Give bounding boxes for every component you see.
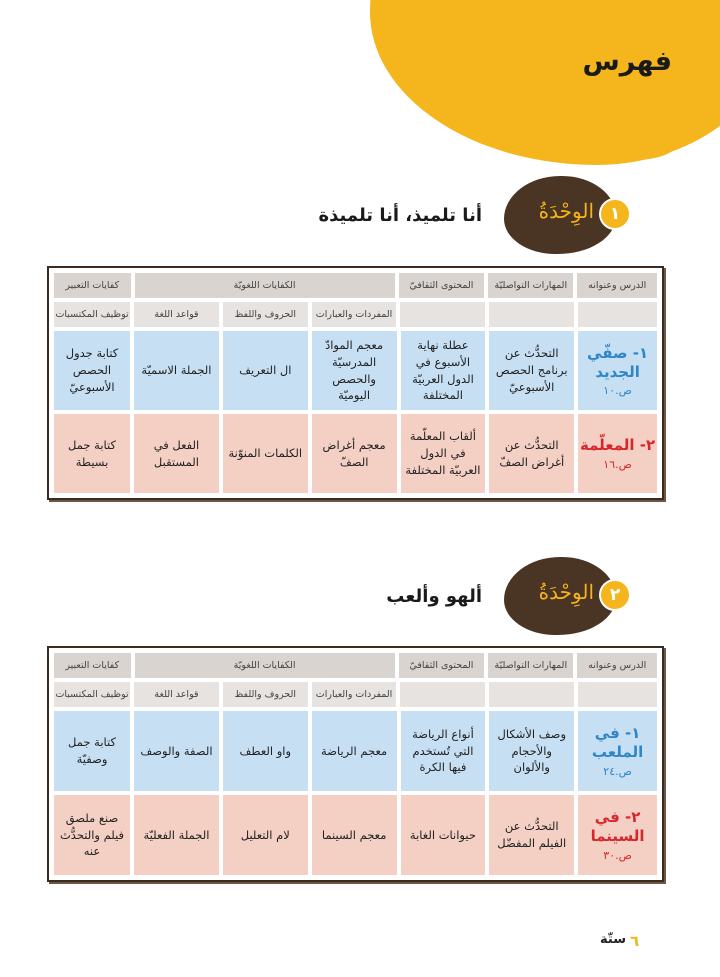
letters-cell: واو العطف bbox=[223, 711, 308, 791]
usage-cell: كتابة جمل بسيطة bbox=[54, 414, 130, 493]
subheader-usage: توظيف المكتسبات bbox=[54, 302, 130, 327]
table-row bbox=[52, 709, 659, 793]
lesson-name: ٢- المعلّمة bbox=[580, 436, 656, 455]
unit-1-header bbox=[318, 176, 621, 254]
communication-cell: وصف الأشكال والأحجام والألوان bbox=[489, 711, 574, 791]
header-expression: كفايات التعبير bbox=[54, 653, 131, 678]
lesson-page: ص.١٦ bbox=[603, 457, 632, 471]
cultural-cell: ألقاب المعلّمة في الدول العربيّة المختلفة bbox=[401, 414, 486, 493]
unit-2-number: ٢ bbox=[599, 579, 631, 611]
subheader-empty bbox=[578, 682, 657, 707]
header-expression: كفايات التعبير bbox=[54, 273, 131, 298]
vocab-cell: معجم السينما bbox=[312, 795, 397, 875]
subheader-vocab: المفردات والعبارات bbox=[312, 682, 397, 707]
lesson-cell[interactable] bbox=[578, 331, 657, 410]
page-footer bbox=[600, 932, 639, 950]
lesson-name: ٢- في السينما bbox=[590, 808, 645, 845]
unit-1-table bbox=[47, 266, 664, 500]
unit-2-table bbox=[47, 646, 664, 882]
vocab-cell: معجم الرياضة bbox=[312, 711, 397, 791]
page-number-word: ستّة bbox=[600, 932, 626, 947]
unit-1-word: الوِحْدَةُ bbox=[538, 199, 594, 223]
page-title: فهرس bbox=[582, 46, 672, 77]
cultural-cell: أنواع الرياضة التي تُستخدم فيها الكرة bbox=[401, 711, 486, 791]
usage-cell: كتابة جدول الحصص الأسبوعيّ bbox=[54, 331, 130, 410]
subheader-empty bbox=[489, 682, 574, 707]
header-lesson: الدرس وعنوانه bbox=[577, 653, 657, 678]
grammar-cell: الفعل في المستقبل bbox=[134, 414, 219, 493]
lesson-name: ١- صفّي الجديد bbox=[587, 343, 649, 381]
subheader-vocab: المفردات والعبارات bbox=[312, 302, 397, 327]
lesson-cell[interactable] bbox=[578, 711, 657, 791]
letters-cell: الكلمات المنوّنة bbox=[223, 414, 308, 493]
header-communication: المهارات التواصليّة bbox=[488, 653, 573, 678]
table-row bbox=[52, 329, 659, 412]
subheader-row bbox=[52, 680, 659, 709]
header-linguistic: الكفايات اللغويّة bbox=[135, 653, 395, 678]
lesson-name: ١- في الملعب bbox=[591, 724, 644, 761]
lesson-cell[interactable] bbox=[578, 414, 657, 493]
unit-2-badge bbox=[504, 557, 621, 635]
header-linguistic: الكفايات اللغويّة bbox=[135, 273, 395, 298]
header-cultural: المحتوى الثقافيّ bbox=[399, 653, 484, 678]
lesson-page: ص.١٠ bbox=[603, 384, 632, 398]
subheader-empty bbox=[578, 302, 657, 327]
communication-cell: التحدُّث عن أغراض الصفّ bbox=[489, 414, 574, 493]
table-row bbox=[52, 412, 659, 495]
header-communication: المهارات التواصليّة bbox=[488, 273, 573, 298]
usage-cell: كتابة جمل وصفيّة bbox=[54, 711, 130, 791]
subheader-row bbox=[52, 300, 659, 329]
header-lesson: الدرس وعنوانه bbox=[577, 273, 657, 298]
communication-cell: التحدُّث عن الفيلم المفضّل bbox=[489, 795, 574, 875]
unit-2-word: الوِحْدَةُ bbox=[538, 580, 594, 604]
cultural-cell: حيوانات الغابة bbox=[401, 795, 486, 875]
subheader-letters: الحروف واللفظ bbox=[223, 682, 308, 707]
communication-cell: التحدُّث عن برنامج الحصص الأسبوعيّ bbox=[489, 331, 574, 410]
usage-cell: صنع ملصق فيلم والتحدُّث عنه bbox=[54, 795, 130, 875]
lesson-page: ص.٢٤ bbox=[603, 764, 632, 778]
vocab-cell: معجم الموادّ المدرسيّة والحصص اليوميّة bbox=[312, 331, 397, 410]
subheader-letters: الحروف واللفظ bbox=[223, 302, 308, 327]
grammar-cell: الجملة الفعليّة bbox=[134, 795, 219, 875]
subheader-grammar: قواعد اللغة bbox=[134, 682, 219, 707]
subheader-empty bbox=[489, 302, 574, 327]
lesson-cell[interactable] bbox=[578, 795, 657, 875]
grammar-cell: الجملة الاسميّة bbox=[134, 331, 219, 410]
header-cultural: المحتوى الثقافيّ bbox=[399, 273, 484, 298]
letters-cell: لام التعليل bbox=[223, 795, 308, 875]
page-number: ٦ bbox=[629, 932, 640, 950]
unit-1-title: أنا تلميذ، أنا تلميذة bbox=[318, 204, 482, 226]
subheader-empty bbox=[400, 682, 485, 707]
unit-2-title: ألهو وألعب bbox=[386, 585, 482, 607]
table-row bbox=[52, 793, 659, 877]
subheader-empty bbox=[400, 302, 485, 327]
vocab-cell: معجم أغراض الصفّ bbox=[312, 414, 397, 493]
grammar-cell: الصفة والوصف bbox=[134, 711, 219, 791]
letters-cell: ال التعريف bbox=[223, 331, 308, 410]
title-sun-drip bbox=[590, 120, 680, 160]
subheader-grammar: قواعد اللغة bbox=[134, 302, 219, 327]
header-row bbox=[52, 651, 659, 680]
cultural-cell: عطلة نهاية الأسبوع في الدول العربيّة المختلفة bbox=[401, 331, 486, 410]
header-row bbox=[52, 271, 659, 300]
unit-1-badge bbox=[504, 176, 621, 254]
subheader-usage: توظيف المكتسبات bbox=[54, 682, 130, 707]
unit-2-header bbox=[386, 557, 621, 635]
lesson-page: ص.٣٠ bbox=[603, 848, 632, 862]
unit-1-number: ١ bbox=[599, 198, 631, 230]
